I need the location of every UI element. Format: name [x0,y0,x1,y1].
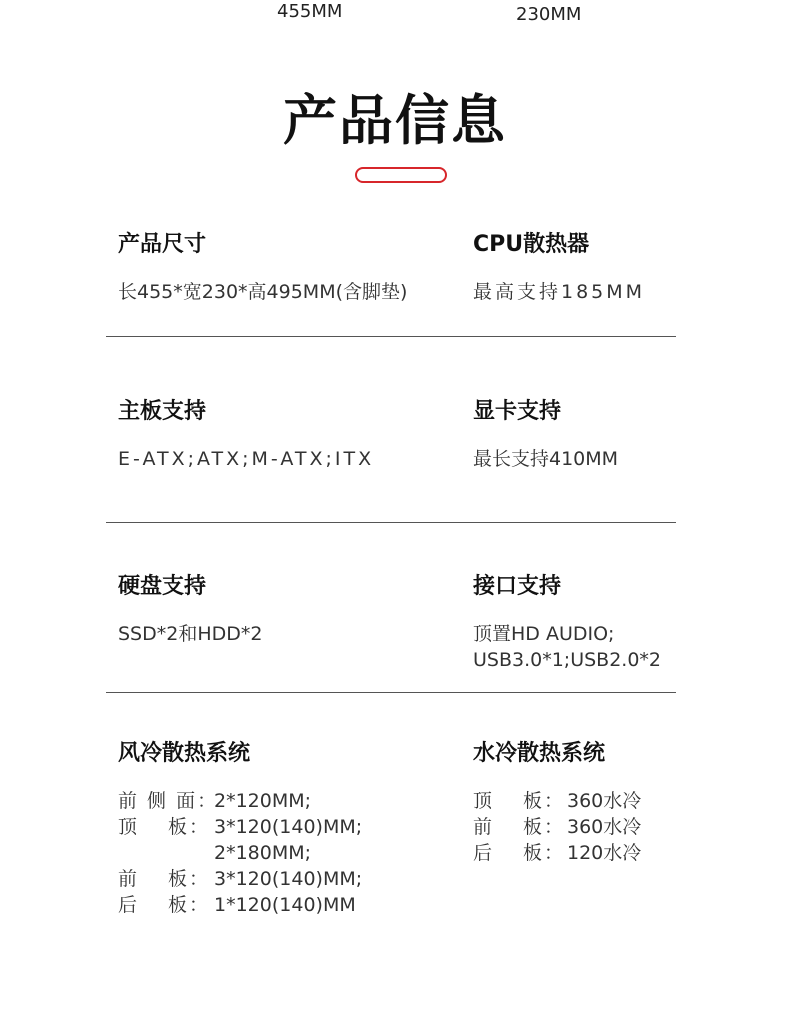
cooling-row [473,788,773,814]
cooling-row [118,814,458,840]
cooling-row-key [118,840,214,866]
spec-item-water-cooling [473,739,773,866]
spec-label: 风冷散热系统 [118,741,251,766]
cooling-row-key: 顶 板： [118,816,211,838]
section-divider [106,336,676,337]
spec-label: 主板支持 [118,399,207,424]
cooling-row-value: 3*120(140)MM; [214,868,363,890]
cooling-row-key: 前 板： [118,868,211,890]
cooling-row [473,840,773,866]
cooling-row-key: 后 板： [473,842,566,864]
spec-label: 水冷散热系统 [473,741,606,766]
spec-item-air-cooling [118,739,458,918]
cooling-row [118,866,458,892]
spec-label: CPU散热器 [473,232,590,257]
page-title: 产品信息 [283,89,507,152]
cooling-row-value: 2*120MM; [214,790,312,812]
water-cooling-list [473,788,773,866]
cooling-row-value: 1*120(140)MM [214,894,356,916]
cooling-row [118,788,458,814]
spec-item-motherboard [118,397,458,472]
cooling-row-key: 前 侧 面： [118,790,219,812]
cooling-row-value: 360水冷 [567,816,642,838]
spec-value: E-ATX;ATX;M-ATX;ITX [118,448,375,470]
cooling-row-key: 后 板： [118,894,211,916]
spec-value: SSD*2和HDD*2 [118,623,263,645]
spec-item-size [118,230,458,305]
spec-item-storage [118,572,458,647]
cooling-row-value: 360水冷 [567,790,642,812]
spec-label: 接口支持 [473,574,562,599]
spec-item-ports [473,572,773,673]
cooling-row [118,840,458,866]
spec-label: 硬盘支持 [118,574,207,599]
spec-item-gpu [473,397,773,472]
air-cooling-list [118,788,458,918]
cooling-row [118,892,458,918]
spec-value: 最高支持185MM [473,281,646,303]
cooling-row-value: 2*180MM; [214,842,312,864]
dimension-width-label: 230MM [516,4,582,25]
cooling-row-key: 前 板： [473,816,566,838]
spec-value-line: 顶置HD AUDIO; [473,623,615,645]
section-divider [106,692,676,693]
cooling-row-key: 顶 板： [473,790,566,812]
spec-label: 显卡支持 [473,399,562,424]
cooling-row-value: 120水冷 [567,842,642,864]
dimension-depth-label: 455MM [277,1,343,22]
spec-value-line: USB3.0*1;USB2.0*2 [473,649,662,671]
spec-item-cpu-cooler [473,230,773,305]
spec-label: 产品尺寸 [118,232,207,257]
cooling-row [473,814,773,840]
spec-value: 最长支持410MM [473,448,619,470]
cooling-row-value: 3*120(140)MM; [214,816,363,838]
title-underline-pill [355,167,447,183]
section-divider [106,522,676,523]
spec-value: 长455*宽230*高495MM(含脚垫) [118,281,408,303]
